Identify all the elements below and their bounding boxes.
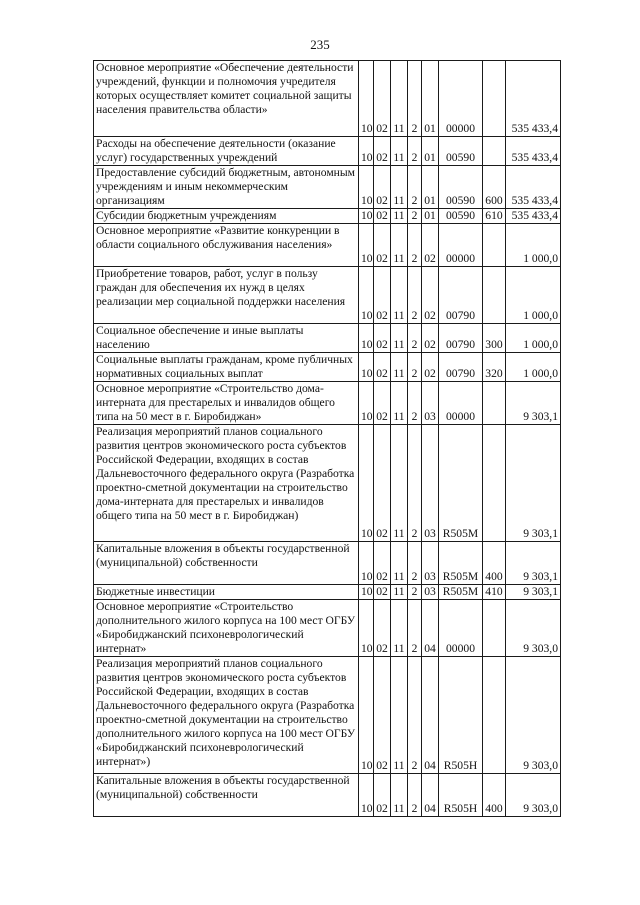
expense-type-code: 400 (483, 542, 506, 585)
amount-cell: 9 303,1 (506, 542, 561, 585)
item-name-cell: Расходы на обеспечение деятельности (оказание услуг) государственных учреждений (94, 137, 359, 166)
activity-code: 01 (422, 166, 439, 209)
table-row (94, 166, 561, 209)
section-code: 10 (359, 137, 374, 166)
item-name-cell: Бюджетные инвестиции (94, 585, 359, 600)
activity-code: 03 (422, 425, 439, 542)
subprogram-code: 2 (408, 657, 422, 774)
program-code: 11 (391, 224, 408, 267)
program-code: 11 (391, 137, 408, 166)
expense-direction-code: 00790 (439, 353, 483, 382)
program-code: 11 (391, 657, 408, 774)
expense-direction-code: 00000 (439, 61, 483, 137)
expense-type-code (483, 600, 506, 657)
item-name-cell: Капитальные вложения в объекты государственной (муниципальной) собственности (94, 774, 359, 817)
amount-cell: 535 433,4 (506, 61, 561, 137)
subsection-code: 02 (374, 137, 391, 166)
subprogram-code: 2 (408, 209, 422, 224)
item-name-cell: Основное мероприятие «Развитие конкуренции в области социального обслуживания населения» (94, 224, 359, 267)
subsection-code: 02 (374, 166, 391, 209)
expense-type-code (483, 425, 506, 542)
amount-cell: 1 000,0 (506, 353, 561, 382)
subprogram-code: 2 (408, 137, 422, 166)
subsection-code: 02 (374, 425, 391, 542)
subsection-code: 02 (374, 774, 391, 817)
subprogram-code: 2 (408, 585, 422, 600)
subprogram-code: 2 (408, 324, 422, 353)
amount-cell: 1 000,0 (506, 267, 561, 324)
item-name-cell: Основное мероприятие «Строительство дома-интерната для престарелых и инвалидов общего типа на 50 мест в г. Биробиджан» (94, 382, 359, 425)
table-row (94, 600, 561, 657)
subprogram-code: 2 (408, 224, 422, 267)
expense-type-code: 410 (483, 585, 506, 600)
subsection-code: 02 (374, 542, 391, 585)
expense-type-code: 400 (483, 774, 506, 817)
program-code: 11 (391, 382, 408, 425)
subprogram-code: 2 (408, 61, 422, 137)
item-name-cell: Основное мероприятие «Обеспечение деятельности учреждений, функции и полномочия учредителя которых осуществляет комитет социальной защиты населения правительства области» (94, 61, 359, 137)
table-row (94, 324, 561, 353)
table-row (94, 542, 561, 585)
expense-type-code (483, 267, 506, 324)
activity-code: 02 (422, 324, 439, 353)
subsection-code: 02 (374, 61, 391, 137)
expense-direction-code: 00790 (439, 267, 483, 324)
program-code: 11 (391, 425, 408, 542)
subsection-code: 02 (374, 224, 391, 267)
activity-code: 01 (422, 61, 439, 137)
amount-cell: 9 303,0 (506, 774, 561, 817)
expense-direction-code: R505M (439, 425, 483, 542)
table-row (94, 774, 561, 817)
amount-cell: 535 433,4 (506, 166, 561, 209)
subprogram-code: 2 (408, 353, 422, 382)
section-code: 10 (359, 600, 374, 657)
subprogram-code: 2 (408, 542, 422, 585)
program-code: 11 (391, 267, 408, 324)
amount-cell: 1 000,0 (506, 224, 561, 267)
subsection-code: 02 (374, 324, 391, 353)
subsection-code: 02 (374, 267, 391, 324)
table-row (94, 267, 561, 324)
section-code: 10 (359, 425, 374, 542)
item-name-cell: Реализация мероприятий планов социального развития центров экономического роста субъектов Российской Федерации, входящих в состав Дальневосточного федерального округа (Разработка проектно-сметной документации на строительство дома-интерната для престарелых и инвалидов общего типа на 50 мест в г. Биробиджан) (94, 425, 359, 542)
amount-cell: 535 433,4 (506, 137, 561, 166)
section-code: 10 (359, 542, 374, 585)
item-name-cell: Реализация мероприятий планов социального развития центров экономического роста субъектов Российской Федерации, входящих в состав Дальневосточного федерального округа (Разработка проектно-сметной документации на строительство дополнительного жилого корпуса на 100 мест ОГБУ «Биробиджанский психоневрологический интернат») (94, 657, 359, 774)
amount-cell: 9 303,0 (506, 657, 561, 774)
amount-cell: 1 000,0 (506, 324, 561, 353)
table-row (94, 657, 561, 774)
section-code: 10 (359, 209, 374, 224)
activity-code: 02 (422, 353, 439, 382)
subsection-code: 02 (374, 382, 391, 425)
subsection-code: 02 (374, 657, 391, 774)
activity-code: 01 (422, 209, 439, 224)
activity-code: 01 (422, 137, 439, 166)
amount-cell: 9 303,0 (506, 600, 561, 657)
expense-direction-code: R505M (439, 542, 483, 585)
expense-direction-code: 00590 (439, 137, 483, 166)
program-code: 11 (391, 166, 408, 209)
expense-direction-code: R505H (439, 774, 483, 817)
subprogram-code: 2 (408, 600, 422, 657)
item-name-cell: Капитальные вложения в объекты государственной (муниципальной) собственности (94, 542, 359, 585)
section-code: 10 (359, 657, 374, 774)
amount-cell: 535 433,4 (506, 209, 561, 224)
activity-code: 03 (422, 382, 439, 425)
expense-type-code (483, 382, 506, 425)
section-code: 10 (359, 774, 374, 817)
amount-cell: 9 303,1 (506, 382, 561, 425)
amount-cell: 9 303,1 (506, 585, 561, 600)
amount-cell: 9 303,1 (506, 425, 561, 542)
item-name-cell: Основное мероприятие «Строительство дополнительного жилого корпуса на 100 мест ОГБУ «Биробиджанский психоневрологический интернат» (94, 600, 359, 657)
table-row (94, 382, 561, 425)
program-code: 11 (391, 324, 408, 353)
table-row (94, 224, 561, 267)
item-name-cell: Приобретение товаров, работ, услуг в пользу граждан для обеспечения их нужд в целях реализации мер социальной поддержки населения (94, 267, 359, 324)
expense-type-code: 600 (483, 166, 506, 209)
subsection-code: 02 (374, 353, 391, 382)
section-code: 10 (359, 267, 374, 324)
activity-code: 03 (422, 542, 439, 585)
table-row (94, 425, 561, 542)
subprogram-code: 2 (408, 166, 422, 209)
item-name-cell: Социальные выплаты гражданам, кроме публичных нормативных социальных выплат (94, 353, 359, 382)
expense-type-code: 610 (483, 209, 506, 224)
expense-direction-code: 00000 (439, 224, 483, 267)
section-code: 10 (359, 324, 374, 353)
page-number: 235 (310, 37, 330, 52)
program-code: 11 (391, 542, 408, 585)
expense-direction-code: R505M (439, 585, 483, 600)
subprogram-code: 2 (408, 425, 422, 542)
budget-table (93, 60, 561, 817)
activity-code: 02 (422, 267, 439, 324)
table-row (94, 585, 561, 600)
program-code: 11 (391, 600, 408, 657)
program-code: 11 (391, 61, 408, 137)
section-code: 10 (359, 382, 374, 425)
expense-type-code: 300 (483, 324, 506, 353)
program-code: 11 (391, 353, 408, 382)
activity-code: 04 (422, 657, 439, 774)
activity-code: 03 (422, 585, 439, 600)
subsection-code: 02 (374, 585, 391, 600)
table-row (94, 137, 561, 166)
subprogram-code: 2 (408, 382, 422, 425)
program-code: 11 (391, 774, 408, 817)
activity-code: 04 (422, 774, 439, 817)
subsection-code: 02 (374, 600, 391, 657)
item-name-cell: Субсидии бюджетным учреждениям (94, 209, 359, 224)
subsection-code: 02 (374, 209, 391, 224)
activity-code: 02 (422, 224, 439, 267)
section-code: 10 (359, 224, 374, 267)
expense-direction-code: 00000 (439, 382, 483, 425)
program-code: 11 (391, 209, 408, 224)
subprogram-code: 2 (408, 774, 422, 817)
expense-direction-code: 00590 (439, 209, 483, 224)
section-code: 10 (359, 166, 374, 209)
subprogram-code: 2 (408, 267, 422, 324)
expense-type-code (483, 137, 506, 166)
table-row (94, 209, 561, 224)
expense-type-code (483, 657, 506, 774)
section-code: 10 (359, 585, 374, 600)
table-row (94, 61, 561, 137)
expense-direction-code: 00590 (439, 166, 483, 209)
expense-type-code (483, 61, 506, 137)
activity-code: 04 (422, 600, 439, 657)
section-code: 10 (359, 61, 374, 137)
expense-type-code: 320 (483, 353, 506, 382)
item-name-cell: Социальное обеспечение и иные выплаты населению (94, 324, 359, 353)
expense-direction-code: R505H (439, 657, 483, 774)
program-code: 11 (391, 585, 408, 600)
item-name-cell: Предоставление субсидий бюджетным, автономным учреждениям и иным некоммерческим организациям (94, 166, 359, 209)
section-code: 10 (359, 353, 374, 382)
expense-direction-code: 00000 (439, 600, 483, 657)
expense-direction-code: 00790 (439, 324, 483, 353)
table-row (94, 353, 561, 382)
expense-type-code (483, 224, 506, 267)
